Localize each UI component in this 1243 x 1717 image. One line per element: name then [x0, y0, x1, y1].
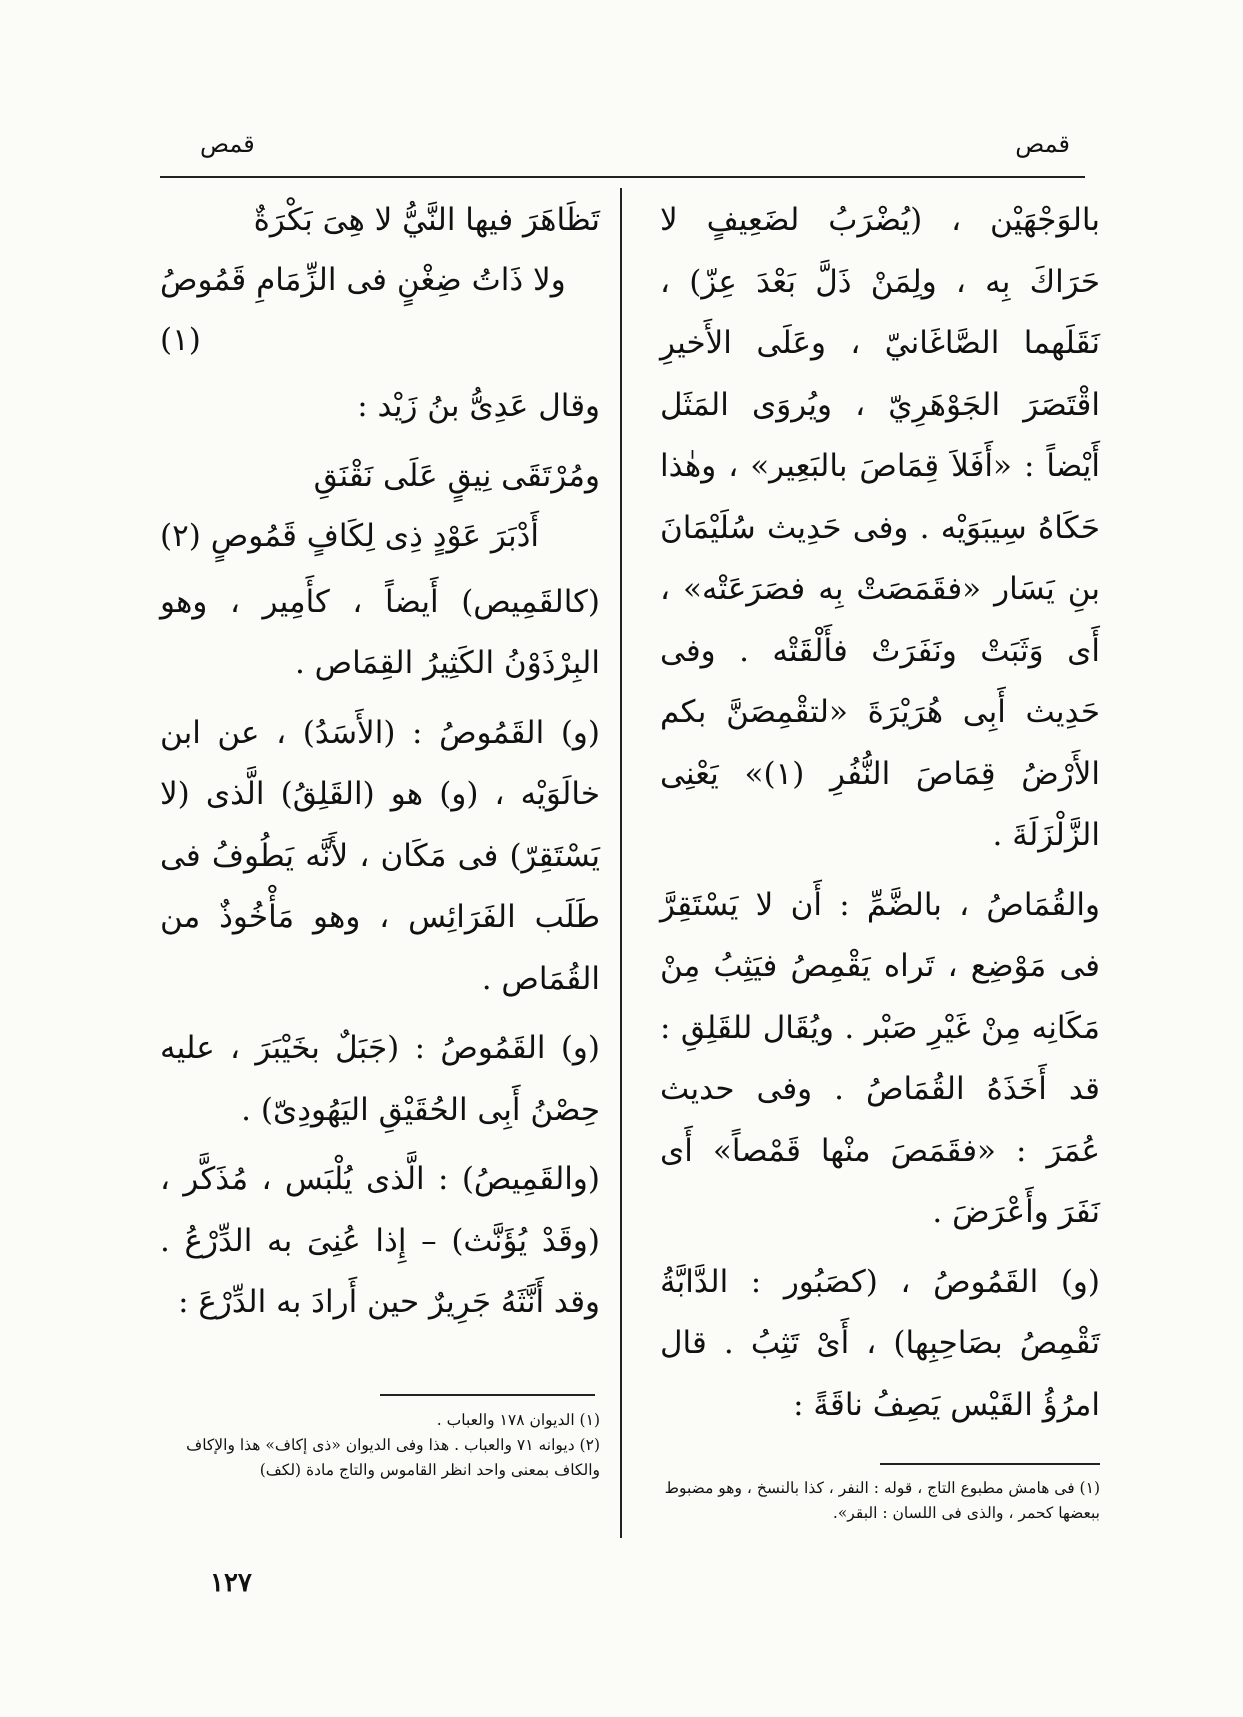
right-footnote-rule [880, 1463, 1100, 1465]
left-paragraph-1: (كالقَمِيص) أَيضاً ، كأَمِير ، وهو البِرْذَوْنُ الكَثِيرُ القِمَاص . [160, 583, 600, 681]
verse-1-hemistich-1: تَظَاهَرَ فيها النَّيُّ لا هِىَ بَكْرَةٌ [253, 202, 600, 238]
header-right-word: قمص [1015, 130, 1070, 158]
header-left-word: قمص [200, 130, 255, 158]
verse-1-hemistich-2: ولا ذَاتُ ضِغْنٍ فى الزِّمَامِ قَمُوصُ (١) [160, 262, 566, 358]
left-paragraph-3: (و) القَمُوصُ : (جَبَلٌ بخَيْبَرَ ، عليه حِصْنُ أَبِى الحُقَيْقِ اليَهُودِىّ) . [160, 1030, 600, 1128]
verse-2-hemistich-1: ومُرْتَقَى نِيقٍ عَلَى نَقْنَقِ [313, 457, 600, 494]
page-header [200, 118, 1070, 178]
footnote-right-1: (١) فى هامش مطبوع التاج ، قوله : النفر ، كذا بالنسخ ، وهو مضبوط ببعضها كحمر ، والذى فى اللسان : البقر». [664, 1479, 1100, 1522]
left-footnote-rule [380, 1394, 595, 1396]
header-rule [160, 176, 1085, 178]
right-paragraph-1: بالوَجْهَيْن ، (يُضْرَبُ لضَعِيفٍ لا حَرَاكَ بِه ، ولِمَنْ ذَلَّ بَعْدَ عِزّ) ، نَقَلَهما الصَّاغَانيّ ، وعَلَى الأَخيرِ اقْتَصَرَ الجَوْهَرِيّ ، ويُروَى المَثَل أَيْضاً : «أَفَلاَ قِمَاصَ بالبَعِير» ، وهٰذا حَكَاهُ سِيبَوَيْه . وفى حَدِيث سُلَيْمَانَ بنِ يَسَار «فقَمَصَتْ بِه فصَرَعَتْه» ، أَى وَثَبَتْ ونَفَرَتْ فأَلْقَتْه . وفى حَدِيث أَبِى هُرَيْرَةَ «لتقْمِصَنَّ بكم الأَرْضُ قِمَاصَ النُّفُرِ (١)» يَعْنِى الزَّلْزَلَةَ . [660, 202, 1100, 853]
footnote-left-1: (١) الديوان ١٧٨ والعباب . [436, 1411, 600, 1429]
left-footnotes [160, 1408, 600, 1483]
left-paragraph-2: (و) القَمُوصُ : (الأَسَدُ) ، عن ابن خالَوَيْه ، (و) هو (القَلِقُ) الَّذى (لا يَسْتَقِرّ) فى مَكَان ، لأَنَّه يَطُوفُ فى طَلَب الفَرَائِس ، وهو مَأْخُوذٌ من القُمَاص . [160, 714, 600, 997]
right-paragraph-2: والقُمَاصُ ، بالضَّمِّ : أَن لا يَسْتَقِرَّ فى مَوْضِع ، تَراه يَقْمِصُ فيَثِبُ مِنْ مَكَانِه مِنْ غَيْرِ صَبْر . ويُقَال للقَلِقِ : قد أَخَذَهُ القُمَاصُ . وفى حديث عُمَرَ : «فقَمَصَ منْها قَمْصاً» أَى نَفَرَ وأَعْرَضَ . [660, 886, 1100, 1230]
poet-intro: وقال عَدِىُّ بنُ زَيْد : [357, 388, 600, 424]
right-paragraph-3: (و) القَمُوصُ ، (كصَبُور : الدَّابَّةُ تَقْمِصُ بصَاحِبِها) ، أَىْ تَثِبُ . قال امرُؤُ القَيْس يَصِفُ ناقَةً : [660, 1263, 1100, 1423]
footnote-left-2: (٢) ديوانه ٧١ والعباب . هذا وفى الديوان «ذى إكاف» هذا والإكاف والكاف بمعنى واحد انظر القاموس والتاج مادة (لكف) [186, 1436, 600, 1479]
right-footnotes [660, 1476, 1100, 1526]
right-column [660, 190, 1100, 1444]
verse-2-hemistich-2: أَدْبَرَ عَوْدٍ ذِى لِكَافٍ قَمُوصٍ (٢) [160, 517, 540, 554]
left-column [160, 190, 600, 1342]
column-divider [620, 188, 622, 1538]
page-number: ١٢٧ [210, 1568, 252, 1598]
left-paragraph-4: (والقَمِيصُ) : الَّذى يُلْبَس ، مُذَكَّر ، (وقَدْ يُؤَنَّث) – إِذا عُنِىَ به الدِّرْعُ . وقد أَنَّثَهُ جَرِيرٌ حين أَرادَ به الدِّرْعَ : [160, 1161, 600, 1320]
